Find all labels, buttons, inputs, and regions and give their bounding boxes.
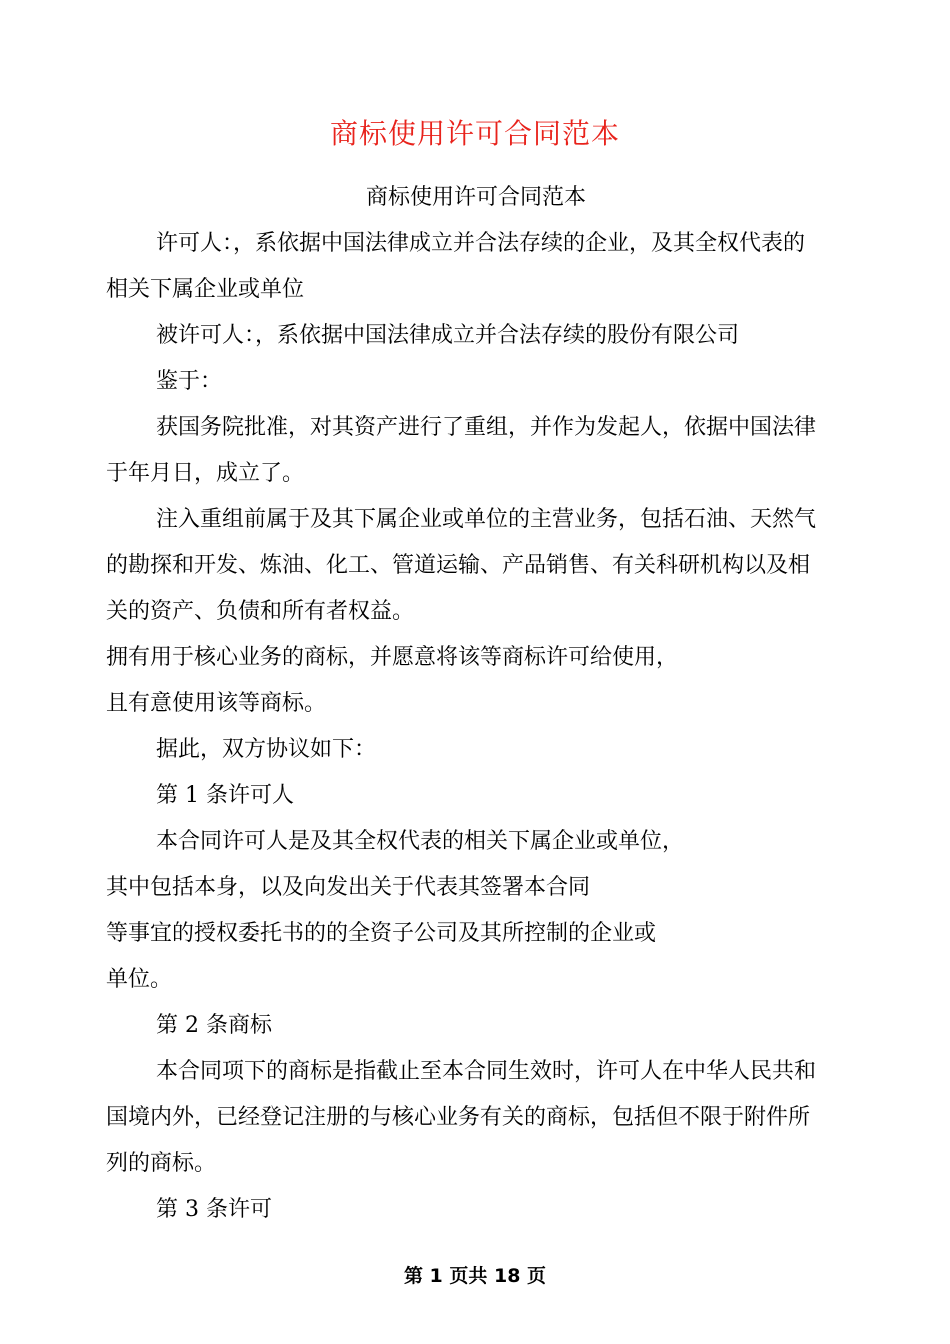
article-heading: 第 1 条许可人 — [156, 783, 294, 808]
article-heading: 第 2 条商标 — [156, 1013, 272, 1038]
paragraph-line: 于年月日，成立了。 — [106, 461, 305, 486]
paragraph-line: 拥有用于核心业务的商标，并愿意将该等商标许可给使用， — [106, 645, 679, 670]
document-body — [106, 178, 846, 1236]
paragraph-line: 列的商标。 — [106, 1151, 217, 1176]
paragraph-line: 相关下属企业或单位 — [106, 277, 305, 302]
paragraph-line: 注入重组前属于及其下属企业或单位的主营业务，包括石油、天然气 — [156, 507, 817, 532]
paragraph-line: 许可人：，系依据中国法律成立并合法存续的企业，及其全权代表的 — [156, 231, 806, 256]
paragraph-line: 据此，双方协议如下： — [156, 737, 377, 762]
paragraph-line: 的勘探和开发、炼油、化工、管道运输、产品销售、有关科研机构以及相 — [106, 553, 811, 578]
paragraph-line: 其中包括本身，以及向发出关于代表其签署本合同 — [106, 875, 591, 900]
document-title: 商标使用许可合同范本 — [329, 117, 620, 150]
paragraph-line: 等事宜的授权委托书的的全资子公司及其所控制的企业或 — [106, 921, 657, 946]
paragraph-line: 被许可人：，系依据中国法律成立并合法存续的股份有限公司 — [156, 323, 740, 348]
paragraph-line: 获国务院批准，对其资产进行了重组，并作为发起人，依据中国法律 — [156, 415, 817, 440]
paragraph-line: 本合同项下的商标是指截止至本合同生效时，许可人在中华人民共和 — [156, 1059, 817, 1084]
paragraph-line: 且有意使用该等商标。 — [106, 691, 327, 716]
paragraph-line: 关的资产、负债和所有者权益。 — [106, 599, 415, 624]
page-footer: 第 1 页共 18 页 — [403, 1265, 547, 1287]
paragraph-line: 单位。 — [106, 967, 173, 992]
paragraph-line: 国境内外，已经登记注册的与核心业务有关的商标，包括但不限于附件所 — [106, 1105, 811, 1130]
paragraph-line: 本合同许可人是及其全权代表的相关下属企业或单位， — [156, 829, 685, 854]
paragraph-line: 鉴于： — [156, 369, 223, 394]
article-heading: 第 3 条许可 — [156, 1197, 272, 1222]
subtitle-line: 商标使用许可合同范本 — [365, 185, 586, 210]
